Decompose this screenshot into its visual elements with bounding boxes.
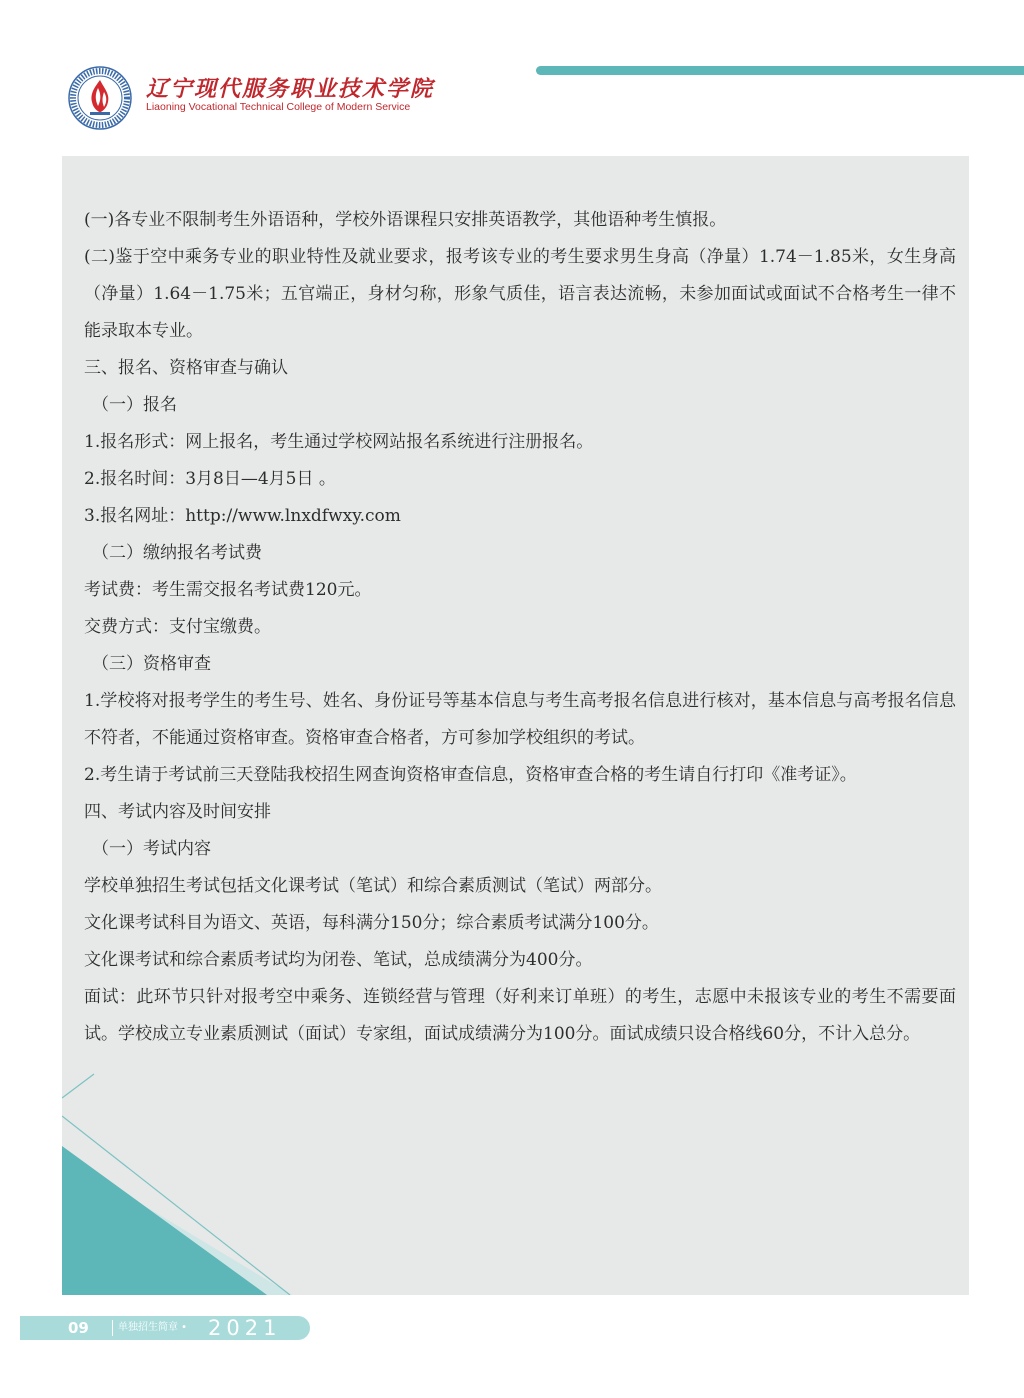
- paragraph-interview: 面试：此环节只针对报考空中乘务、连锁经营与管理（好利来订单班）的考生，志愿中未报该专业的考生不需要面试。学校成立专业素质测试（面试）专家组，面试成绩满分为100分。面试成绩只设合格线60分，不计入总分。: [84, 987, 956, 1044]
- paragraph-registration-url: 3.报名网址：http://www.lnxdfwxy.com: [84, 506, 401, 526]
- college-name-en: Liaoning Vocational Technical College of Modern Service: [146, 101, 411, 113]
- subheading-fee: （二）缴纳报名考试费: [92, 543, 262, 563]
- paragraph-registration-form: 1.报名形式：网上报名，考生通过学校网站报名系统进行注册报名。: [84, 432, 594, 452]
- paragraph-qualification-check: 1.学校将对报考学生的考生号、姓名、身份证号等基本信息与考生高考报名信息进行核对，基本信息与高考报名信息不符者，不能通过资格审查。资格审查合格者，方可参加学校组织的考试。: [84, 691, 956, 748]
- paragraph-admission-ticket: 2.考生请于考试前三天登陆我校招生网查询资格审查信息，资格审查合格的考生请自行打印《准考证》。: [84, 765, 857, 785]
- content-panel: [62, 156, 969, 1295]
- college-emblem-icon: [68, 66, 132, 130]
- subheading-registration: （一）报名: [92, 395, 177, 415]
- college-name-cn: 辽宁现代服务职业技术学院: [146, 76, 435, 102]
- footer-label: 单独招生简章 •: [118, 1322, 188, 1333]
- page-footer: [20, 1316, 310, 1340]
- paragraph-exam-total: 文化课考试和综合素质考试均为闭卷、笔试，总成绩满分为400分。: [84, 950, 593, 970]
- paragraph-exam-parts: 学校单独招生考试包括文化课考试（笔试）和综合素质测试（笔试）两部分。: [84, 876, 662, 896]
- footer-divider: [112, 1320, 113, 1336]
- section-heading-registration: 三、报名、资格审查与确认: [84, 358, 288, 378]
- paragraph-exam-subjects: 文化课考试科目为语文、英语，每科满分150分；综合素质考试满分100分。: [84, 913, 659, 933]
- admission-text: [84, 202, 956, 1053]
- subheading-qualification: （三）资格审查: [92, 654, 211, 674]
- header-accent-bar: [536, 66, 1024, 75]
- section-heading-exam: 四、考试内容及时间安排: [84, 802, 271, 822]
- page-number: 09: [68, 1319, 89, 1337]
- paragraph-exam-fee: 考试费：考生需交报名考试费120元。: [84, 580, 372, 600]
- paragraph-foreign-language: (一)各专业不限制考生外语语种，学校外语课程只安排英语教学，其他语种考生慎报。: [84, 210, 727, 230]
- paragraph-flight-attendant-req: (二)鉴于空中乘务专业的职业特性及就业要求，报考该专业的考生要求男生身高（净量）1.74－1.85米，女生身高（净量）1.64－1.75米；五官端正，身材匀称，形象气质佳，语言表达流畅，未参加面试或面试不合格考生一律不能录取本专业。: [84, 247, 956, 341]
- footer-year: 2021: [208, 1316, 282, 1340]
- subheading-exam-content: （一）考试内容: [92, 839, 211, 859]
- paragraph-payment-method: 交费方式：支付宝缴费。: [84, 617, 271, 637]
- paragraph-registration-time: 2.报名时间：3月8日—4月5日 。: [84, 469, 336, 489]
- page-header: [0, 0, 1024, 150]
